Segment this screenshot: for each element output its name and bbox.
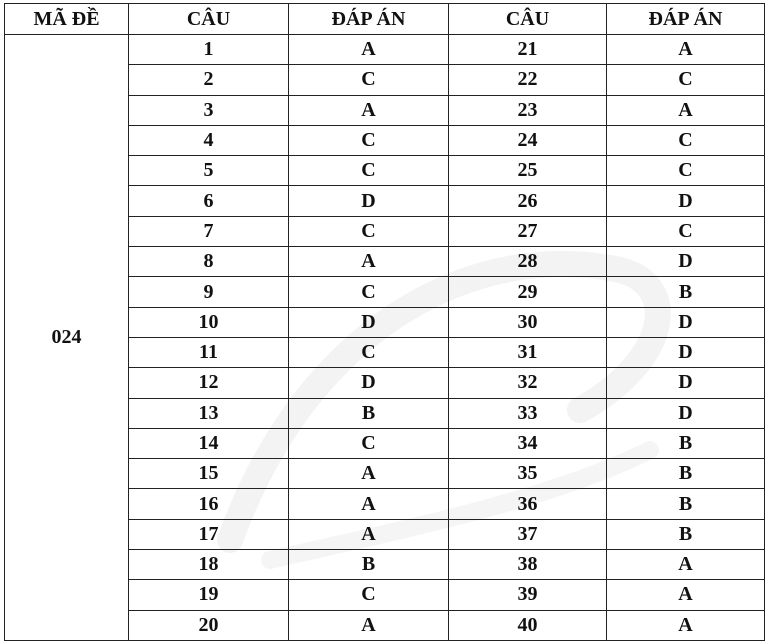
question-number-cell: 2 [129,65,289,95]
question-number-cell: 19 [129,580,289,610]
question-number-cell: 13 [129,398,289,428]
answer-cell: C [289,65,449,95]
question-number-cell: 34 [449,428,607,458]
answer-cell: A [607,610,765,640]
question-number-cell: 7 [129,216,289,246]
answer-cell: D [289,368,449,398]
answer-cell: A [289,247,449,277]
question-number-cell: 36 [449,489,607,519]
question-number-cell: 28 [449,247,607,277]
answer-cell: A [289,489,449,519]
question-number-cell: 31 [449,337,607,367]
answer-cell: D [607,247,765,277]
question-number-cell: 27 [449,216,607,246]
answer-cell: C [607,125,765,155]
header-question-1: CÂU [129,4,289,35]
question-number-cell: 17 [129,519,289,549]
answer-cell: A [289,35,449,65]
answer-cell: C [607,216,765,246]
answer-cell: C [607,65,765,95]
question-number-cell: 9 [129,277,289,307]
answer-cell: B [607,519,765,549]
question-number-cell: 5 [129,156,289,186]
question-number-cell: 30 [449,307,607,337]
answer-cell: C [289,277,449,307]
question-number-cell: 8 [129,247,289,277]
answer-cell: D [607,307,765,337]
question-number-cell: 10 [129,307,289,337]
answer-cell: C [289,580,449,610]
answer-cell: C [607,156,765,186]
answer-cell: B [607,428,765,458]
answer-key-table [4,3,765,641]
answer-cell: C [289,428,449,458]
answer-cell: D [289,186,449,216]
answer-cell: D [607,368,765,398]
exam-code-cell: 024 [5,35,129,641]
answer-cell: B [289,398,449,428]
question-number-cell: 14 [129,428,289,458]
question-number-cell: 16 [129,489,289,519]
question-number-cell: 26 [449,186,607,216]
answer-cell: B [607,489,765,519]
answer-rows [5,35,765,641]
question-number-cell: 22 [449,65,607,95]
question-number-cell: 4 [129,125,289,155]
answer-cell: D [607,398,765,428]
question-number-cell: 24 [449,125,607,155]
question-number-cell: 6 [129,186,289,216]
question-number-cell: 38 [449,550,607,580]
answer-cell: A [289,519,449,549]
header-question-2: CÂU [449,4,607,35]
question-number-cell: 3 [129,95,289,125]
answer-cell: C [289,216,449,246]
question-number-cell: 37 [449,519,607,549]
answer-cell: A [289,610,449,640]
answer-cell: A [607,95,765,125]
question-number-cell: 15 [129,459,289,489]
answer-cell: B [289,550,449,580]
question-number-cell: 29 [449,277,607,307]
answer-cell: B [607,277,765,307]
answer-cell: C [289,125,449,155]
answer-cell: B [607,459,765,489]
question-number-cell: 23 [449,95,607,125]
answer-cell: A [607,550,765,580]
answer-cell: A [289,459,449,489]
question-number-cell: 20 [129,610,289,640]
answer-cell: A [607,580,765,610]
answer-cell: D [289,307,449,337]
question-number-cell: 35 [449,459,607,489]
answer-cell: A [607,35,765,65]
header-answer-2: ĐÁP ÁN [607,4,765,35]
question-number-cell: 21 [449,35,607,65]
table-row [5,35,765,65]
answer-cell: D [607,337,765,367]
header-exam-code: MÃ ĐỀ [5,4,129,35]
question-number-cell: 39 [449,580,607,610]
answer-cell: A [289,95,449,125]
question-number-cell: 25 [449,156,607,186]
header-row [5,4,765,35]
question-number-cell: 40 [449,610,607,640]
question-number-cell: 18 [129,550,289,580]
question-number-cell: 32 [449,368,607,398]
answer-cell: C [289,337,449,367]
answer-cell: D [607,186,765,216]
answer-cell: C [289,156,449,186]
question-number-cell: 11 [129,337,289,367]
question-number-cell: 33 [449,398,607,428]
question-number-cell: 12 [129,368,289,398]
question-number-cell: 1 [129,35,289,65]
header-answer-1: ĐÁP ÁN [289,4,449,35]
